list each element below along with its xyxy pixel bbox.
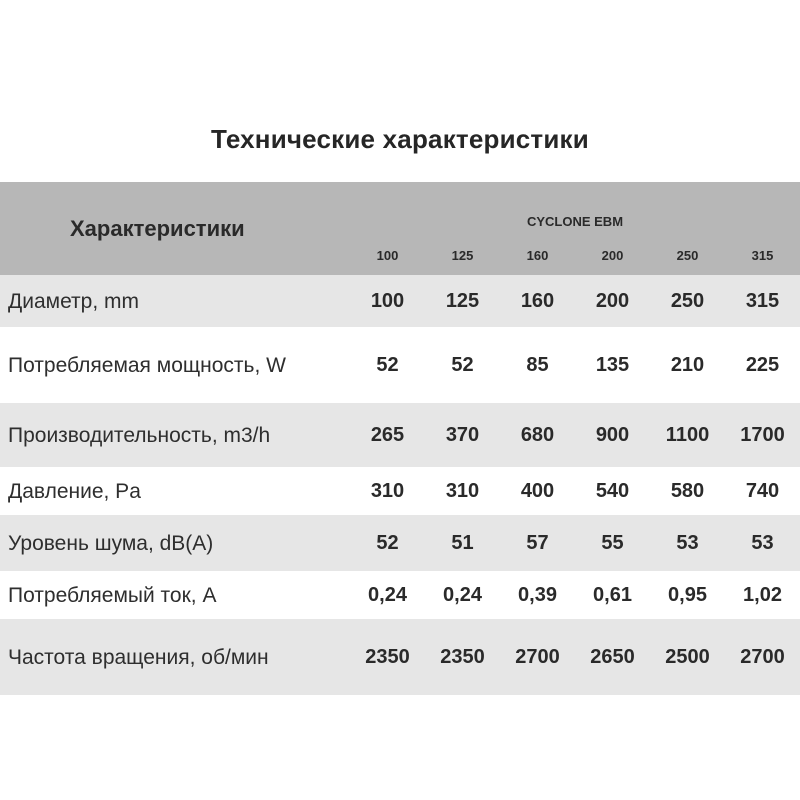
row-label: Диаметр, mm: [0, 275, 350, 327]
row-label: Частота вращения, об/мин: [0, 619, 350, 695]
table-row: [0, 403, 800, 467]
cell-value: 52: [350, 327, 425, 403]
cell-value: 55: [575, 515, 650, 571]
table-row: [0, 467, 800, 515]
cell-value: 250: [650, 275, 725, 327]
cell-value: 580: [650, 467, 725, 515]
table-row: [0, 619, 800, 695]
table-header-row: [0, 182, 800, 235]
cell-value: 53: [650, 515, 725, 571]
cell-value: 310: [425, 467, 500, 515]
table-row: [0, 515, 800, 571]
cell-value: 1,02: [725, 571, 800, 619]
cell-value: 2350: [425, 619, 500, 695]
cell-value: 315: [725, 275, 800, 327]
cell-value: 0,95: [650, 571, 725, 619]
cell-value: 310: [350, 467, 425, 515]
cell-value: 900: [575, 403, 650, 467]
table-row: [0, 327, 800, 403]
cell-value: 2650: [575, 619, 650, 695]
size-header: 315: [725, 235, 800, 275]
cell-value: 265: [350, 403, 425, 467]
cell-value: 740: [725, 467, 800, 515]
cell-value: 225: [725, 327, 800, 403]
cell-value: 200: [575, 275, 650, 327]
size-header: 200: [575, 235, 650, 275]
cell-value: 100: [350, 275, 425, 327]
table-row: [0, 571, 800, 619]
spec-table: [0, 182, 800, 695]
row-label: Потребляемая мощность, W: [0, 327, 350, 403]
cell-value: 125: [425, 275, 500, 327]
cell-value: 85: [500, 327, 575, 403]
cell-value: 53: [725, 515, 800, 571]
cell-value: 0,39: [500, 571, 575, 619]
series-name: CYCLONE EBM: [350, 182, 800, 235]
size-header: 100: [350, 235, 425, 275]
cell-value: 52: [350, 515, 425, 571]
page-title: Технические характеристики: [211, 124, 589, 154]
cell-value: 370: [425, 403, 500, 467]
cell-value: 400: [500, 467, 575, 515]
cell-value: 2700: [500, 619, 575, 695]
cell-value: 51: [425, 515, 500, 571]
row-label: Потребляемый ток, A: [0, 571, 350, 619]
cell-value: 1100: [650, 403, 725, 467]
table-row: [0, 275, 800, 327]
cell-value: 0,61: [575, 571, 650, 619]
cell-value: 2500: [650, 619, 725, 695]
cell-value: 2700: [725, 619, 800, 695]
header-label: Характеристики: [0, 182, 350, 275]
cell-value: 2350: [350, 619, 425, 695]
size-header: 125: [425, 235, 500, 275]
size-header: 250: [650, 235, 725, 275]
cell-value: 0,24: [425, 571, 500, 619]
cell-value: 0,24: [350, 571, 425, 619]
row-label: Производительность, m3/h: [0, 403, 350, 467]
cell-value: 540: [575, 467, 650, 515]
cell-value: 57: [500, 515, 575, 571]
size-header: 160: [500, 235, 575, 275]
row-label: Уровень шума, dB(A): [0, 515, 350, 571]
cell-value: 135: [575, 327, 650, 403]
cell-value: 210: [650, 327, 725, 403]
row-label: Давление, Pa: [0, 467, 350, 515]
cell-value: 160: [500, 275, 575, 327]
cell-value: 1700: [725, 403, 800, 467]
cell-value: 52: [425, 327, 500, 403]
cell-value: 680: [500, 403, 575, 467]
